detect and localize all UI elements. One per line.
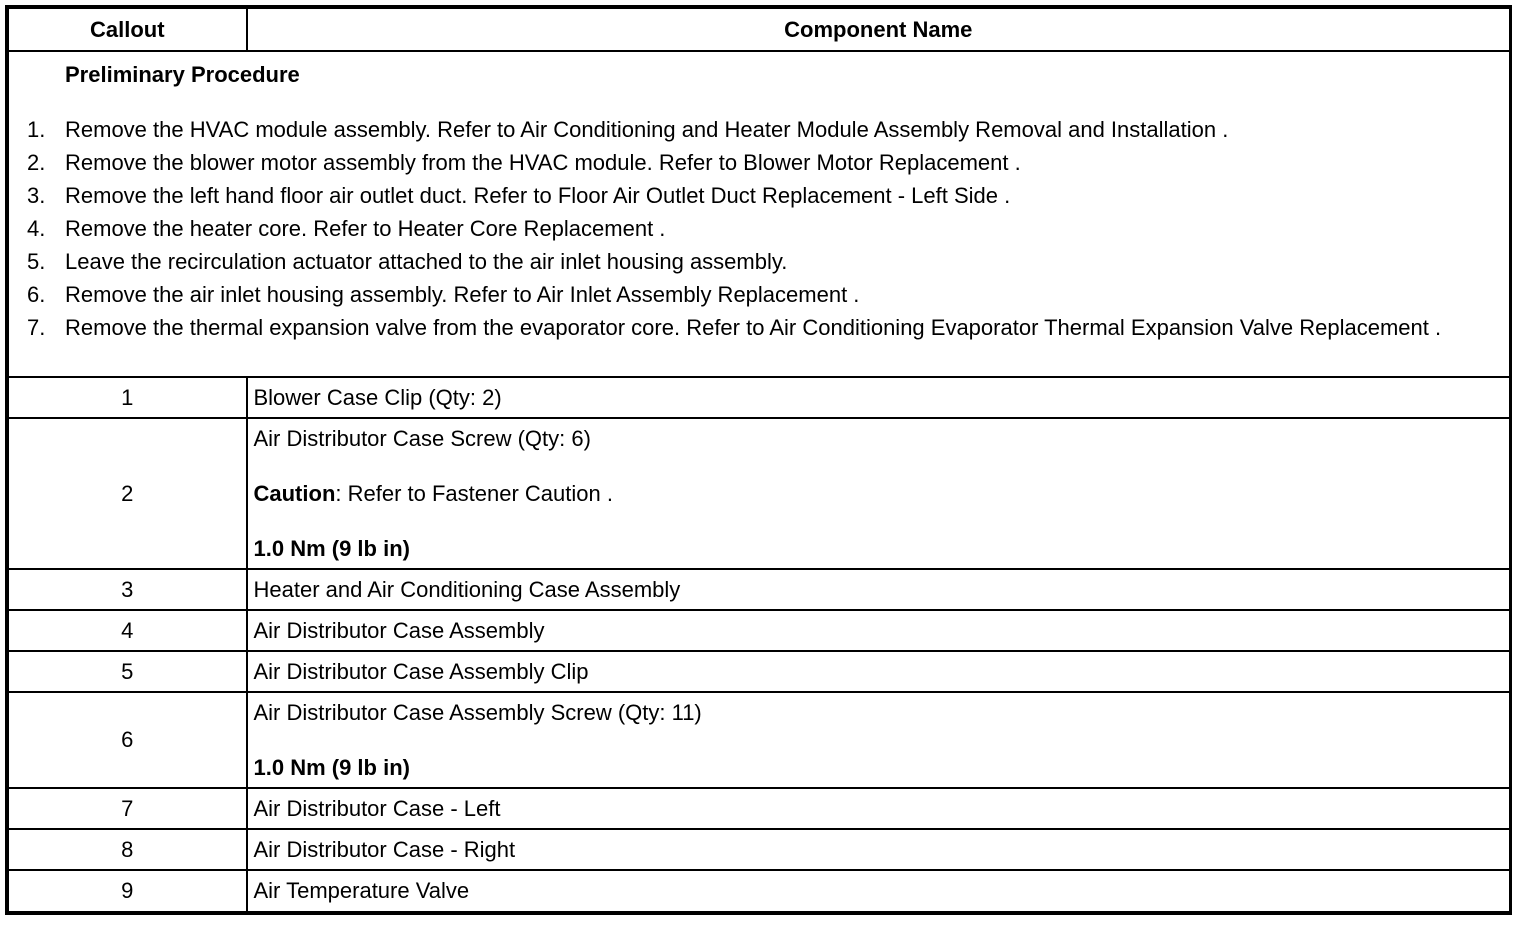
step-text: Leave the recirculation actuator attached to the air inlet housing assembly. <box>65 249 788 274</box>
step-text: Remove the blower motor assembly from the HVAC module. Refer to Blower Motor Replacement . <box>65 150 1021 175</box>
callout-cell: 1 <box>9 377 247 418</box>
caution-text: : Refer to Fastener Caution . <box>335 480 613 506</box>
header-row <box>9 9 1510 52</box>
torque-spec: 1.0 Nm (9 lb in) <box>253 535 410 561</box>
component-name-cell: Heater and Air Conditioning Case Assembly <box>247 569 1510 610</box>
component-name-cell: Air Distributor Case Assembly <box>247 610 1510 651</box>
table-row <box>9 651 1510 692</box>
step-item <box>9 247 1509 277</box>
step-text: Remove the air inlet housing assembly. Refer to Air Inlet Assembly Replacement . <box>65 282 860 307</box>
component-table-container <box>5 5 1512 915</box>
table-row <box>9 870 1510 911</box>
step-number: 6. <box>27 282 46 307</box>
step-item <box>9 148 1509 178</box>
component-name: Air Distributor Case Screw (Qty: 6) <box>253 425 591 451</box>
step-text: Remove the thermal expansion valve from the evaporator core. Refer to Air Conditioning Evaporator Thermal Expansion Valve Replacement . <box>65 315 1442 340</box>
component-name-cell: Air Temperature Valve <box>247 870 1510 911</box>
step-item <box>9 214 1509 244</box>
step-number: 2. <box>27 150 46 175</box>
step-text: Remove the left hand floor air outlet duct. Refer to Floor Air Outlet Duct Replacement - Left Side . <box>65 183 1011 208</box>
callout-cell: 5 <box>9 651 247 692</box>
component-table <box>8 8 1510 912</box>
callout-cell: 3 <box>9 569 247 610</box>
component-name-cell <box>247 418 1510 569</box>
component-name: Air Distributor Case Assembly Screw (Qty: 11) <box>253 699 702 725</box>
preliminary-row <box>9 51 1510 377</box>
callout-cell: 9 <box>9 870 247 911</box>
step-number: 5. <box>27 249 46 274</box>
component-name-cell: Air Distributor Case - Right <box>247 829 1510 870</box>
step-item <box>9 313 1509 343</box>
preliminary-steps <box>9 115 1509 343</box>
callout-cell: 7 <box>9 788 247 829</box>
step-number: 7. <box>27 315 46 340</box>
table-row <box>9 569 1510 610</box>
step-item <box>9 115 1509 145</box>
component-name-cell: Blower Case Clip (Qty: 2) <box>247 377 1510 418</box>
step-number: 3. <box>27 183 46 208</box>
component-name-cell: Air Distributor Case - Left <box>247 788 1510 829</box>
table-row <box>9 610 1510 651</box>
header-callout: Callout <box>9 9 247 52</box>
table-row <box>9 692 1510 788</box>
step-number: 4. <box>27 216 46 241</box>
step-number: 1. <box>27 117 46 142</box>
step-text: Remove the HVAC module assembly. Refer to Air Conditioning and Heater Module Assembly Removal and Installation . <box>65 117 1229 142</box>
caution-note <box>254 481 1510 507</box>
preliminary-title: Preliminary Procedure <box>65 62 300 87</box>
step-item <box>9 280 1509 310</box>
callout-cell: 6 <box>9 692 247 788</box>
step-text: Remove the heater core. Refer to Heater Core Replacement . <box>65 216 666 241</box>
caution-label: Caution <box>253 480 336 506</box>
component-name-cell <box>247 692 1510 788</box>
preliminary-cell <box>9 51 1510 377</box>
component-name-cell: Air Distributor Case Assembly Clip <box>247 651 1510 692</box>
step-item <box>9 181 1509 211</box>
callout-cell: 8 <box>9 829 247 870</box>
header-component-name: Component Name <box>247 9 1510 52</box>
table-row <box>9 788 1510 829</box>
table-row <box>9 418 1510 569</box>
table-row <box>9 377 1510 418</box>
table-row <box>9 829 1510 870</box>
torque-spec: 1.0 Nm (9 lb in) <box>253 754 410 780</box>
callout-cell: 4 <box>9 610 247 651</box>
callout-cell: 2 <box>9 418 247 569</box>
